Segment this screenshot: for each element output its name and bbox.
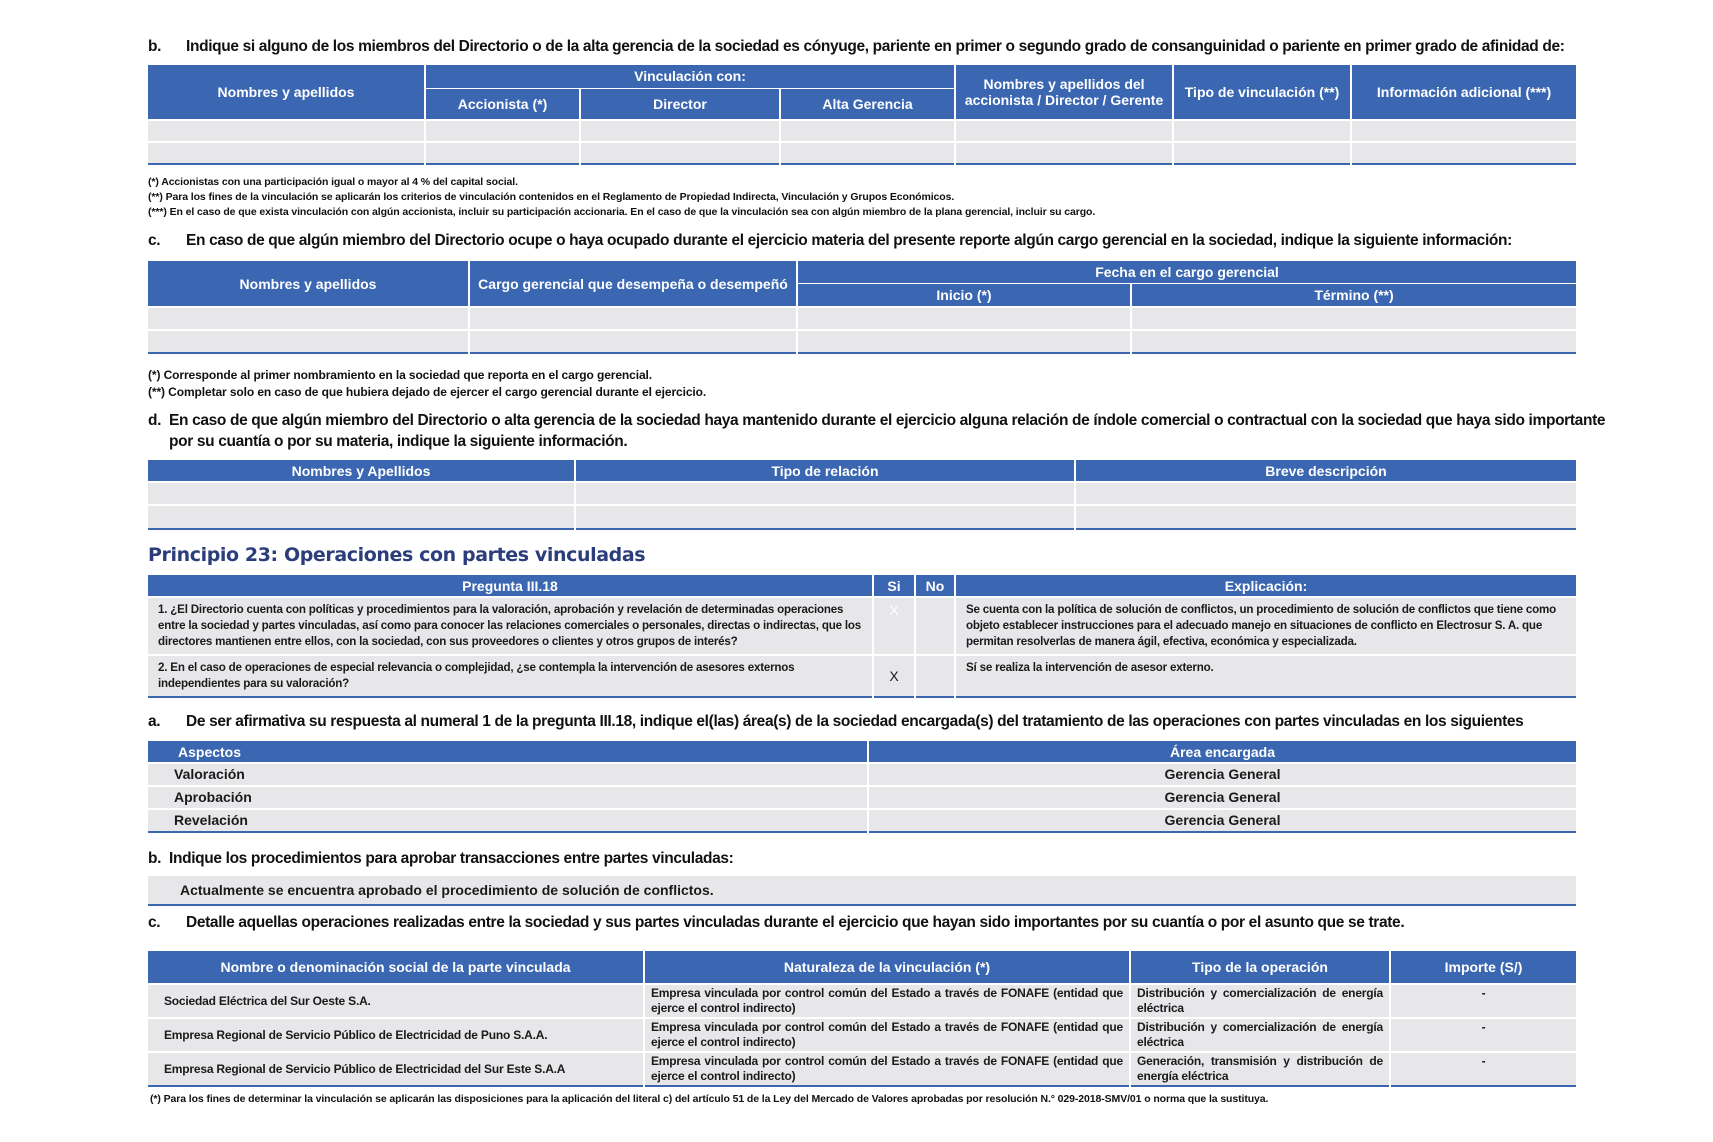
importe-cell: - <box>1390 984 1576 1018</box>
principio-title: Principio 23: Operaciones con partes vinculadas <box>148 544 646 566</box>
col-tipo-relacion: Tipo de relación <box>575 460 1075 482</box>
col-explicacion: Explicación: <box>955 575 1576 597</box>
aspecto-cell: Valoración <box>148 763 868 786</box>
aspecto-cell: Aprobación <box>148 786 868 809</box>
col-no: No <box>915 575 955 597</box>
pregunta-text: 1. ¿El Directorio cuenta con políticas y procedimientos para la valoración, aprobación y revelación de determinadas operaciones entre la sociedad y partes vinculadas, así como para conocer las relaciones comerciales o personales, directas o indirectas, que los directores mantienen entre ellos, con la sociedad, con sus proveedores o clientes y otros grupos de interés? <box>148 597 873 655</box>
area-encargada-table <box>148 741 1576 833</box>
table-row <box>148 330 1576 353</box>
section-b1-heading <box>148 38 1565 56</box>
tipo-operacion-cell: Distribución y comercialización de energía eléctrica <box>1130 984 1390 1018</box>
pregunta-text: 2. En el caso de operaciones de especial relevancia o complejidad, ¿se contempla la intervención de asesores externos independientes para su valoración? <box>148 655 873 697</box>
col-aspectos: Aspectos <box>148 741 868 763</box>
col-fecha-cargo: Fecha en el cargo gerencial <box>797 261 1576 283</box>
procedimiento-answer <box>148 876 1576 906</box>
section-d-label: d. <box>148 412 162 429</box>
naturaleza-cell: Empresa vinculada por control común del Estado a través de FONAFE (entidad que ejerce el control indirecto) <box>644 1052 1130 1086</box>
col-inicio: Inicio (*) <box>797 283 1131 307</box>
vinculacion-table <box>148 65 1576 165</box>
section-a-heading <box>148 713 1523 731</box>
parte-nombre: Empresa Regional de Servicio Público de Electricidad de Puno S.A.A. <box>148 1018 644 1052</box>
col-tipo-operacion: Tipo de la operación <box>1130 951 1390 984</box>
explicacion-text: Se cuenta con la política de solución de conflictos, un procedimiento de solución de conflictos que tiene como objeto establecer instrucciones para el adecuado manejo en situaciones de conflicto en Electrosur S. A. que permitan resolverlas de manera ágil, efectiva, económica y especializada. <box>955 597 1576 655</box>
table-row <box>148 763 1576 786</box>
section-c1-label: c. <box>148 232 161 249</box>
col-nombres: Nombres y Apellidos <box>148 460 575 482</box>
tipo-operacion-cell: Distribución y comercialización de energía eléctrica <box>1130 1018 1390 1052</box>
area-cell: Gerencia General <box>868 763 1576 786</box>
table-row <box>148 120 1576 142</box>
table-row <box>148 505 1576 529</box>
table-row <box>148 307 1576 330</box>
col-informacion-adicional: Información adicional (***) <box>1351 65 1576 120</box>
section-d-title-line1: En caso de que algún miembro del Directorio o alta gerencia de la sociedad haya mantenido durante el ejercicio alguna relación de índole comercial o contractual con la sociedad que haya sido importante <box>169 412 1606 429</box>
table-row <box>148 1018 1576 1052</box>
col-cargo-gerencial: Cargo gerencial que desempeña o desempeñó <box>469 261 797 307</box>
section-b2-heading <box>148 850 733 868</box>
section-a-title: De ser afirmativa su respuesta al numeral 1 de la pregunta III.18, indique el(las) área(s) de la sociedad encargada(s) del tratamiento de las operaciones con partes vinculadas en los siguientes <box>186 713 1524 730</box>
col-breve-descripcion: Breve descripción <box>1075 460 1576 482</box>
table-row <box>148 786 1576 809</box>
section-c2-note: (*) Para los fines de determinar la vinculación se aplicarán las disposiciones para la aplicación del literal c) del artículo 51 de la Ley del Mercado de Valores aprobadas por resolución N.° 029-2018-SMV/01 o norma que la sustituya. <box>150 1093 1269 1105</box>
col-naturaleza: Naturaleza de la vinculación (*) <box>644 951 1130 984</box>
footnote: (*) Corresponde al primer nombramiento en la sociedad que reporta en el cargo gerencial. <box>148 368 653 382</box>
col-tipo-vinculacion: Tipo de vinculación (**) <box>1173 65 1351 120</box>
col-nombres: Nombres y apellidos <box>148 261 469 307</box>
si-mark: X <box>873 655 915 697</box>
area-cell: Gerencia General <box>868 809 1576 832</box>
area-cell: Gerencia General <box>868 786 1576 809</box>
cargo-gerencial-table <box>148 261 1576 354</box>
importe-cell: - <box>1390 1052 1576 1086</box>
explicacion-text: Sí se realiza la intervención de asesor externo. <box>955 655 1576 697</box>
section-c1-title: En caso de que algún miembro del Directorio ocupe o haya ocupado durante el ejercicio materia del presente reporte algún cargo gerencial en la sociedad, indique la siguiente información: <box>186 232 1512 249</box>
col-nombres: Nombres y apellidos <box>148 65 425 120</box>
aspecto-cell: Revelación <box>148 809 868 832</box>
col-vinculacion: Vinculación con: <box>425 65 955 88</box>
section-d-title-line2: por su cuantía o por su materia, indique la siguiente información. <box>169 433 628 450</box>
section-b2-label: b. <box>148 850 162 867</box>
si-mark: X <box>873 597 915 655</box>
relacion-comercial-table <box>148 460 1576 530</box>
table-row <box>148 809 1576 832</box>
col-pregunta: Pregunta III.18 <box>148 575 873 597</box>
table-row <box>148 655 1576 697</box>
table-row <box>148 1052 1576 1086</box>
tipo-operacion-cell: Generación, transmisión y distribución de energía eléctrica <box>1130 1052 1390 1086</box>
col-nombres-accionista: Nombres y apellidos del accionista / Director / Gerente <box>955 65 1173 120</box>
col-area-encargada: Área encargada <box>868 741 1576 763</box>
col-director: Director <box>580 88 780 120</box>
table-row <box>148 984 1576 1018</box>
col-nombre-parte: Nombre o denominación social de la parte vinculada <box>148 951 644 984</box>
parte-nombre: Empresa Regional de Servicio Público de Electricidad del Sur Este S.A.A <box>148 1052 644 1086</box>
parte-nombre: Sociedad Eléctrica del Sur Oeste S.A. <box>148 984 644 1018</box>
naturaleza-cell: Empresa vinculada por control común del Estado a través de FONAFE (entidad que ejerce el control indirecto) <box>644 984 1130 1018</box>
col-accionista: Accionista (*) <box>425 88 580 120</box>
procedimiento-text: Actualmente se encuentra aprobado el procedimiento de solución de conflictos. <box>180 882 714 898</box>
section-c2-label: c. <box>148 914 161 931</box>
section-b1-title: Indique si alguno de los miembros del Directorio o de la alta gerencia de la sociedad es cónyuge, pariente en primer o segundo grado de consanguinidad o pariente en primer grado de afinidad de: <box>186 38 1565 55</box>
section-c2-heading <box>148 914 1404 932</box>
table-row <box>148 142 1576 164</box>
section-c2-title: Detalle aquellas operaciones realizadas entre la sociedad y sus partes vinculadas durante el ejercicio que hayan sido importantes por su cuantía o por el asunto que se trate. <box>186 914 1405 931</box>
no-mark <box>915 655 955 697</box>
table-row <box>148 597 1576 655</box>
section-b1-label: b. <box>148 38 162 55</box>
col-termino: Término (**) <box>1131 283 1576 307</box>
importe-cell: - <box>1390 1018 1576 1052</box>
no-mark <box>915 597 955 655</box>
footnote: (*) Accionistas con una participación igual o mayor al 4 % del capital social. <box>148 176 518 188</box>
col-importe: Importe (S/) <box>1390 951 1576 984</box>
operaciones-table <box>148 951 1576 1087</box>
section-c1-heading <box>148 232 1512 250</box>
section-c1-notes <box>148 367 706 401</box>
col-alta-gerencia: Alta Gerencia <box>780 88 955 120</box>
table-row <box>148 482 1576 505</box>
section-a-label: a. <box>148 713 161 730</box>
pregunta-table <box>148 575 1576 698</box>
footnote: (**) Completar solo en caso de que hubiera dejado de ejercer el cargo gerencial durante el ejercicio. <box>148 385 707 399</box>
section-b2-title: Indique los procedimientos para aprobar transacciones entre partes vinculadas: <box>169 850 734 867</box>
footnote: (**) Para los fines de la vinculación se aplicarán los criterios de vinculación contenidos en el Reglamento de Propiedad Indirecta, Vinculación y Grupos Económicos. <box>148 191 955 203</box>
naturaleza-cell: Empresa vinculada por control común del Estado a través de FONAFE (entidad que ejerce el control indirecto) <box>644 1018 1130 1052</box>
section-b1-notes <box>148 175 1095 220</box>
footnote: (***) En el caso de que exista vinculación con algún accionista, incluir su participación accionaria. En el caso de que la vinculación sea con algún miembro de la plana gerencial, incluir su cargo. <box>148 206 1096 218</box>
section-d-heading <box>148 412 1605 430</box>
col-si: Si <box>873 575 915 597</box>
